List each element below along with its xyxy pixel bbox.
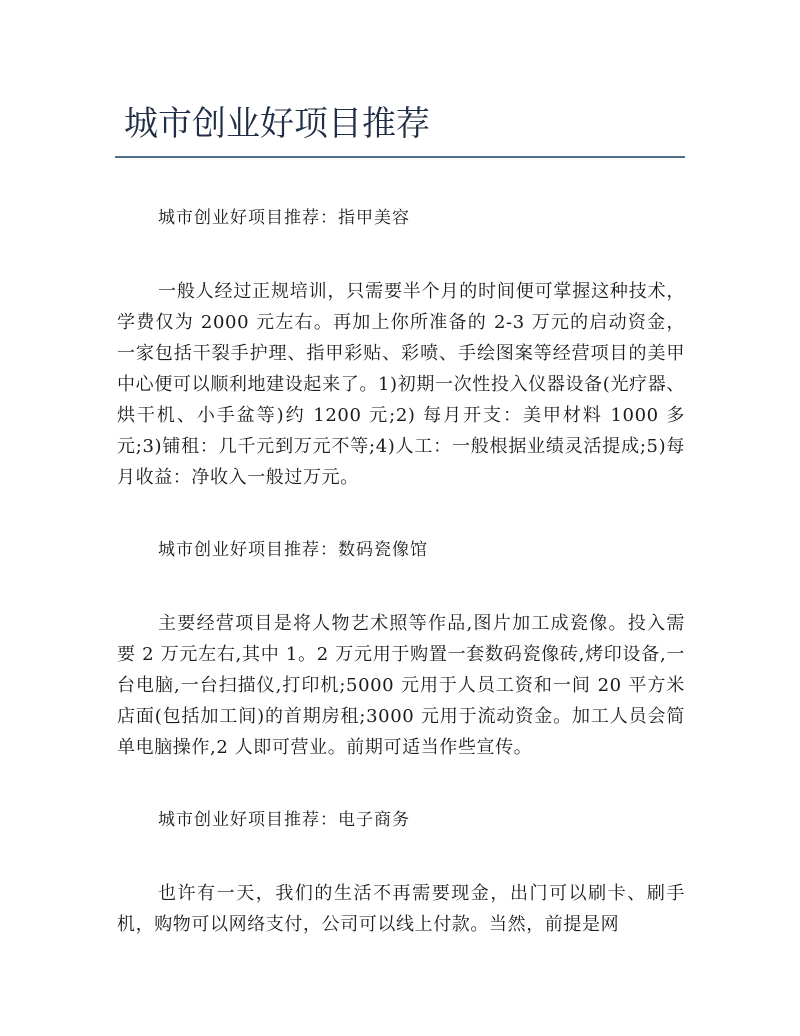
document-title: 城市创业好项目推荐: [124, 104, 430, 144]
section-paragraph: 一般人经过正规培训，只需要半个月的时间便可掌握这种技术，学费仅为 2000 元左右。再加上你所准备的 2-3 万元的启动资金，一家包括干裂手护理、指甲彩贴、彩喷、手绘图案等经营项目的美甲中心便可以顺利地建设起来了。1)初期一次性投入仪器设备(光疗器、烘干机、小手盆等)约 1200 元;2) 每月开支：美甲材料 1000 多元;3)铺租：几千元到万元不等;4)人工：一般根据业绩灵活提成;5)每月收益：净收入一般过万元。: [117, 281, 685, 488]
section-e-commerce: [117, 805, 685, 940]
title-divider: [115, 156, 685, 158]
section-digital-porcelain-portrait: [117, 535, 685, 805]
section-paragraph: 主要经营项目是将人物艺术照等作品,图片加工成瓷像。投入需要 2 万元左右,其中 1。2 万元用于购置一套数码瓷像砖,烤印设备,一台电脑,一台扫描仪,打印机;5000 元用于人员工资和一间 20 平方米店面(包括加工间)的首期房租;3000 元用于流动资金。加工人员会简单电脑操作,2 人即可营业。前期可适当作些宣传。: [117, 613, 685, 758]
section-heading: 城市创业好项目推荐：指甲美容: [158, 208, 410, 228]
document-body: [117, 203, 685, 940]
section-paragraph: 也许有一天，我们的生活不再需要现金，出门可以刷卡、刷手机，购物可以网络支付，公司可以线上付款。当然，前提是网: [117, 883, 685, 935]
section-heading: 城市创业好项目推荐：数码瓷像馆: [158, 540, 428, 560]
section-nail-beauty: [117, 203, 685, 535]
section-heading: 城市创业好项目推荐：电子商务: [158, 810, 410, 830]
